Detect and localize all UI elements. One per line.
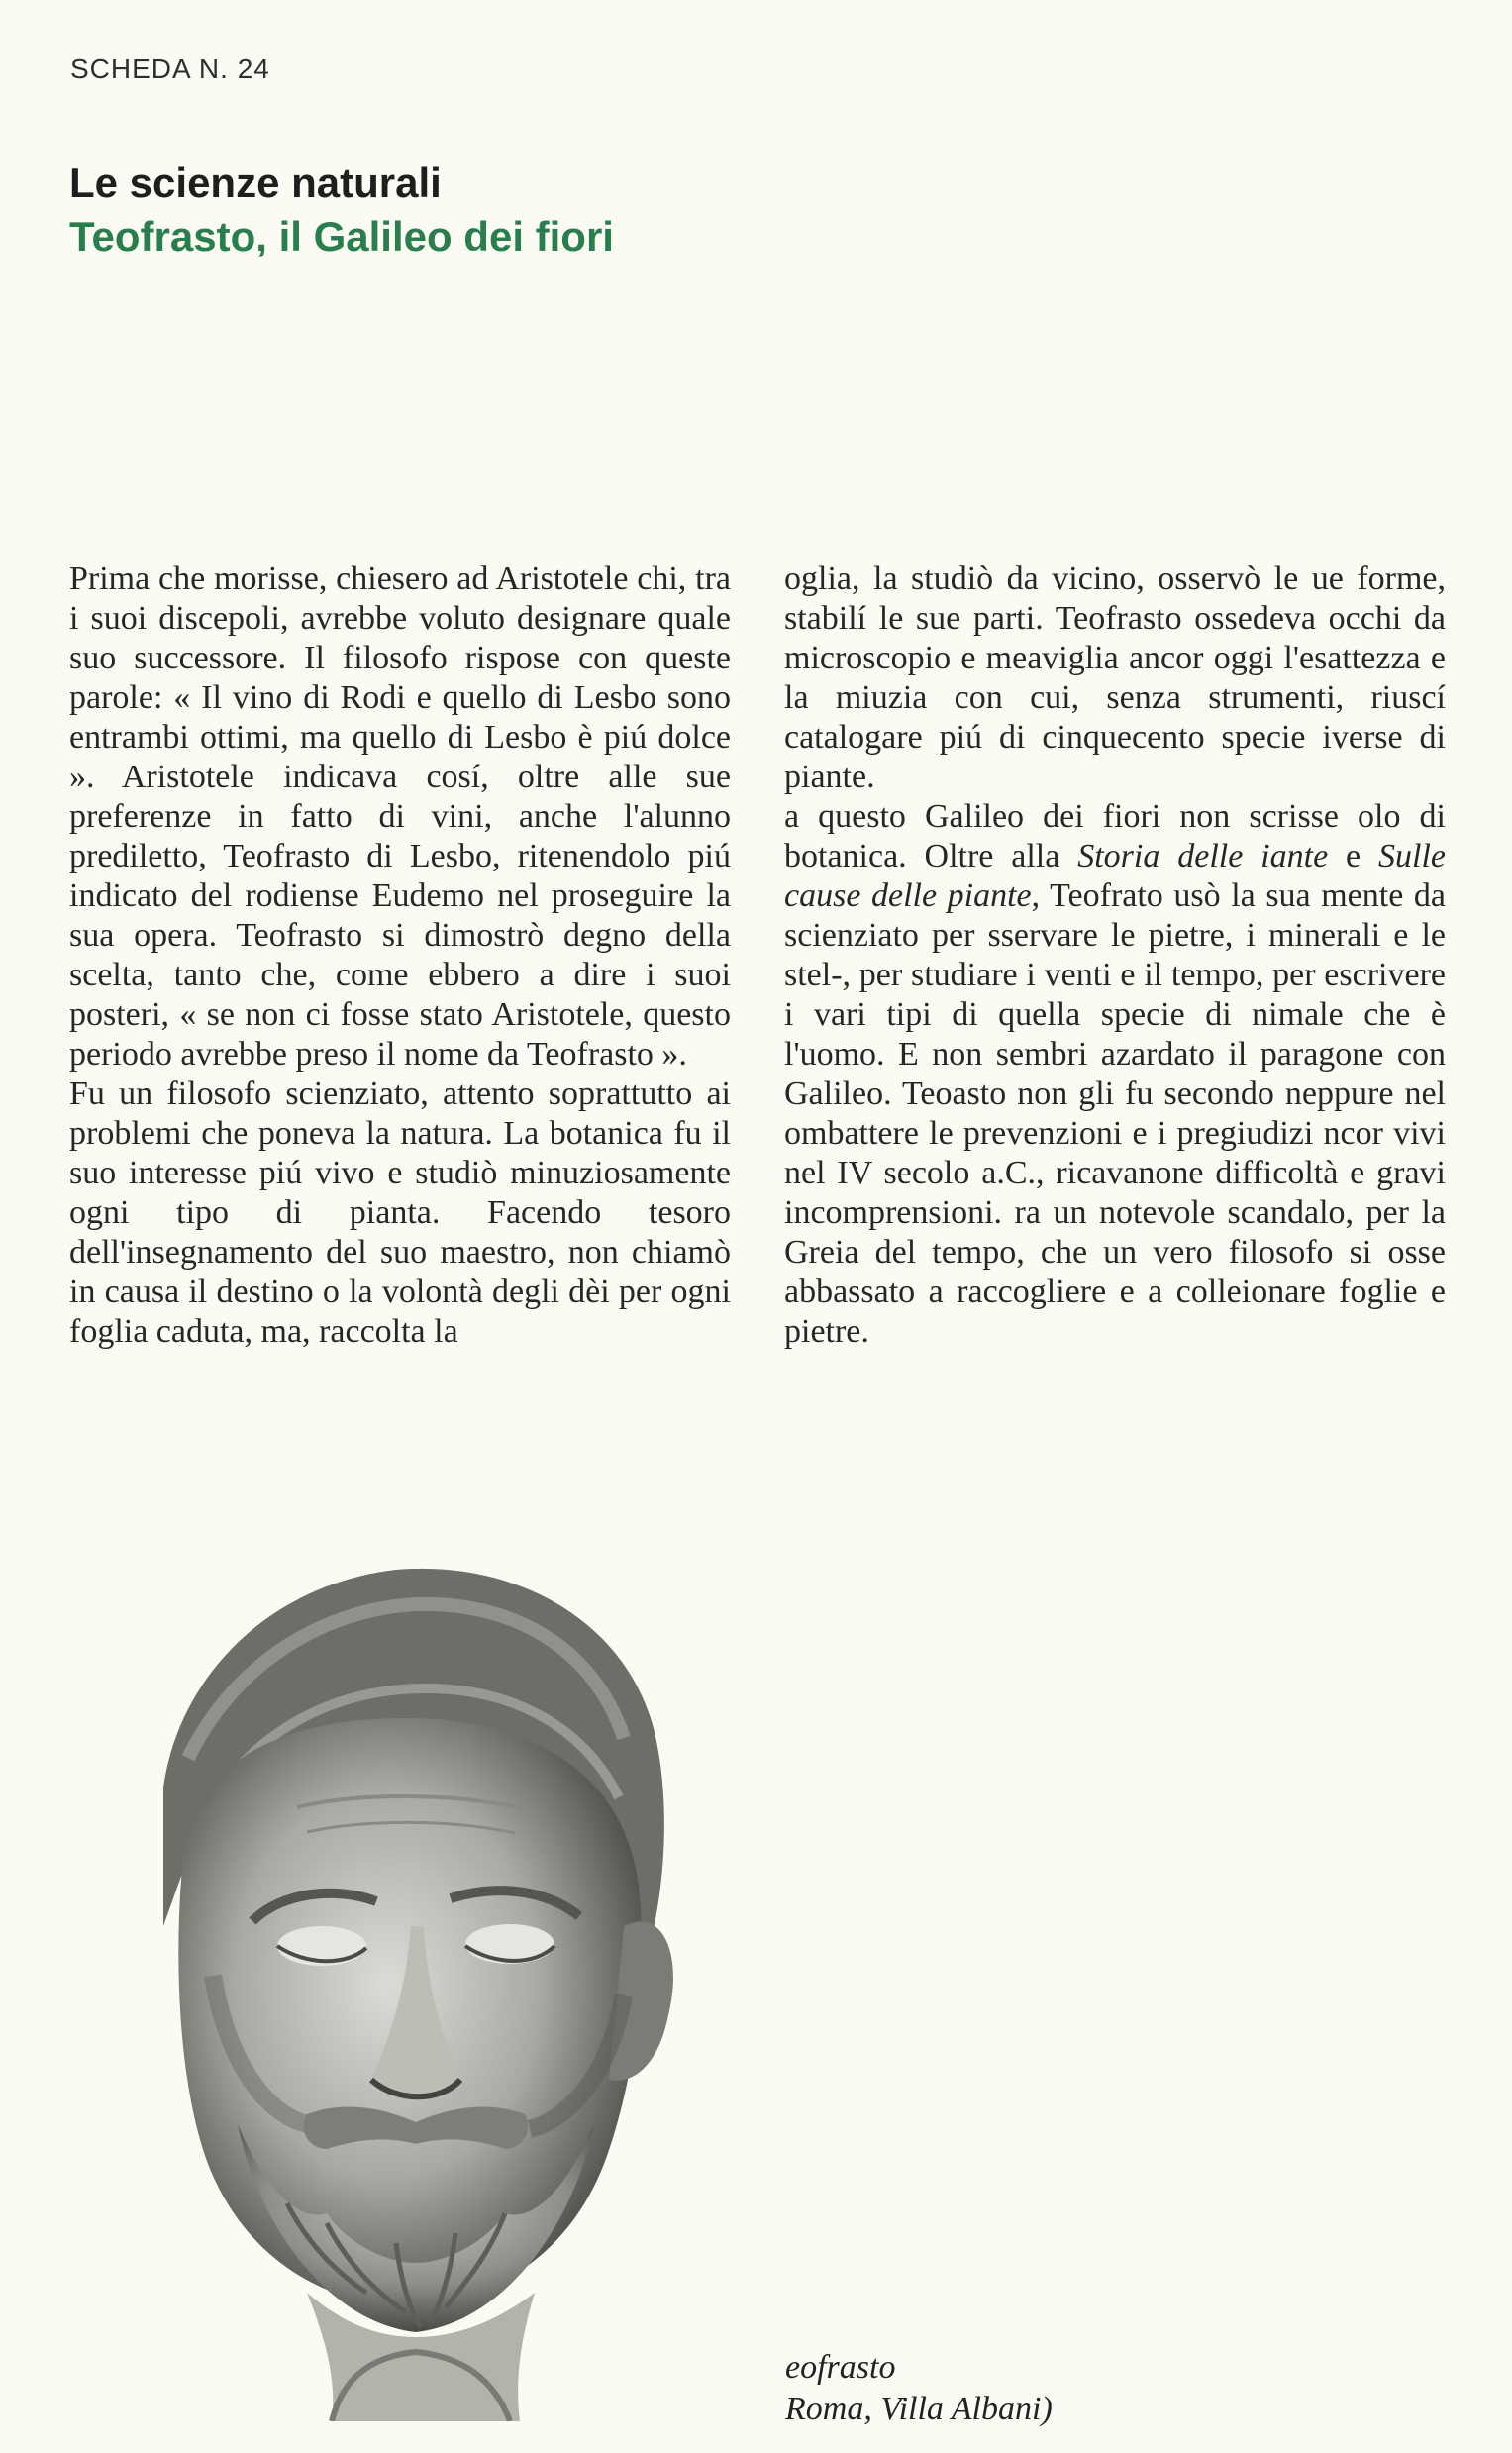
- left-column: [69, 560, 731, 1352]
- title-line-2: Teofrasto, il Galileo dei fiori: [69, 213, 614, 259]
- left-paragraph-2: Fu un filosofo scienziato, attento soprattutto ai problemi che poneva la natura. La botanica fu il suo interesse piú vivo e studiò minuziosamente ogni tipo di pianta. Facendo tesoro dell'insegnamento del suo maestro, non chiamò in causa il destino o la volontà degli dèi per ogni foglia caduta, ma, raccolta la: [69, 1075, 731, 1350]
- theophrastus-bust-image: [69, 1530, 733, 2421]
- right-paragraph-2: [784, 797, 1446, 1352]
- right-column: [784, 560, 1446, 1352]
- figure-caption: [785, 2347, 1053, 2430]
- page-title: [69, 156, 614, 263]
- scheda-label: SCHEDA N. 24: [70, 53, 270, 84]
- right-p2-text-b: e: [1328, 838, 1379, 874]
- right-p2-text-c: , Teofrato usò la sua mente da scienziato per sservare le pietre, i minerali e le stel-, per studiare i venti e il tempo, per escrivere i vari tipi di quella specie di nimale che è l'uomo. E non sembri azardato il paragone con Galileo. Teoasto non gli fu secondo neppure nel ombattere le prevenzioni e i pregiudizi ncor vivi nel IV secolo a.C., ricavanone difficoltà e gravi incomprensioni. ra un notevole scandalo, per la Greia del tempo, che un vero filosofo si osse abbassato a raccogliere e a colleionare foglie e pietre.: [784, 877, 1446, 1350]
- caption-line-1: eofrasto: [785, 2349, 896, 2386]
- right-paragraph-1: oglia, la studiò da vicino, osservò le ue forme, stabilí le sue parti. Teofrasto ossedeva occhi da microscopio e meaviglia ancor oggi l'esattezza e la miuzia con cui, senza strumenti, riuscí catalogare piú di cinquecento specie iverse di piante.: [784, 561, 1446, 795]
- book-title-storia: Storia delle iante: [1077, 838, 1329, 874]
- book-title-cause: Sulle cause delle piante: [784, 838, 1446, 914]
- left-paragraph-1: Prima che morisse, chiesero ad Aristotele chi, tra i suoi discepoli, avrebbe voluto designare quale suo successore. Il filosofo rispose con queste parole: « Il vino di Rodi e quello di Lesbo sono entrambi ottimi, ma quello di Lesbo è piú dolce ». Aristotele indicava cosí, oltre alle sue preferenze in fatto di vini, anche l'alunno prediletto, Teofrasto di Lesbo, ritenendolo piú indicato del rodiense Eudemo nel proseguire la sua opera. Teofrasto si dimostrò degno della scelta, tanto che, come ebbero a dire i suoi posteri, « se non ci fosse stato Aristotele, questo periodo avrebbe preso il nome da Teofrasto ».: [69, 561, 731, 1073]
- right-p2-text-a: a questo Galileo dei fiori non scrisse olo di botanica. Oltre alla: [784, 798, 1446, 874]
- title-line-1: Le scienze naturali: [69, 159, 442, 206]
- caption-line-2: Roma, Villa Albani): [785, 2391, 1053, 2427]
